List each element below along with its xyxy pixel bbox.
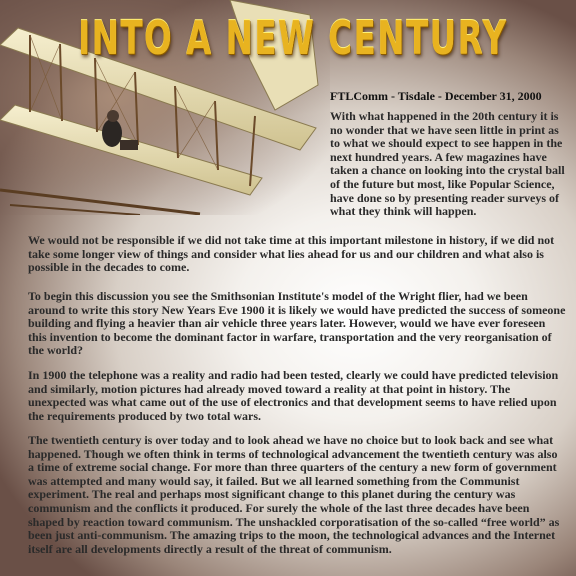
page-title: INTO A NEW CENTURY — [78, 12, 508, 66]
byline: FTLComm - Tisdale - December 31, 2000 — [330, 89, 542, 103]
paragraph-3: In 1900 the telephone was a reality and radio had been tested, clearly we could have predicted television and similarly, motion pictures had already moved toward a reality at that point in history. The unexpected was what came out of the use of electronics and that development seems to have relied upon the requirements produced by two total wars. — [28, 368, 559, 423]
paragraph-4: The twentieth century is over today and to look ahead we have no choice but to look back and see what happened. Though we often think in terms of technological advancement the twentieth century was also a time of extreme social change. For more than three quarters of the century a new form of government was attempted and many would say, it failed. But we all learned something from the Communist experiment. The real and perhaps most significant change to this planet during the century was communism and the conflicts it produced. For surely the whole of the last three decades have been shaped by reaction toward communism. The unshackled corporatisation of the so-called “free world” as been just anti-communism. The amazing trips to the moon, the technological advances and the Internet itself are all developments directly a result of the threat of communism. — [28, 433, 560, 556]
lead-paragraph: With what happened in the 20th century it is no wonder that we have seen little in print as to what we should expect to see happen in the next hundred years. A few magazines have taken a chance on looking into the crystal ball of the future but most, like Popular Science, have done so by presenting reader surveys of what they think will happen. — [330, 109, 565, 219]
paragraph-1: We would not be responsible if we did not take time at this important milestone in history, if we did not take some longer view of things and consider what lies ahead for us and our children and what also is possible in the decades to come. — [28, 233, 555, 275]
paragraph-2: To begin this discussion you see the Smithsonian Institute's model of the Wright flier, had we been around to write this story New Years Eve 1900 it is likely we would have predicted the success of someone building and flying a heavier than air vehicle three years later. However, would we have ever foreseen this invention to become the dominant factor in warfare, transportation and the very reorganisation of the world? — [28, 289, 566, 358]
